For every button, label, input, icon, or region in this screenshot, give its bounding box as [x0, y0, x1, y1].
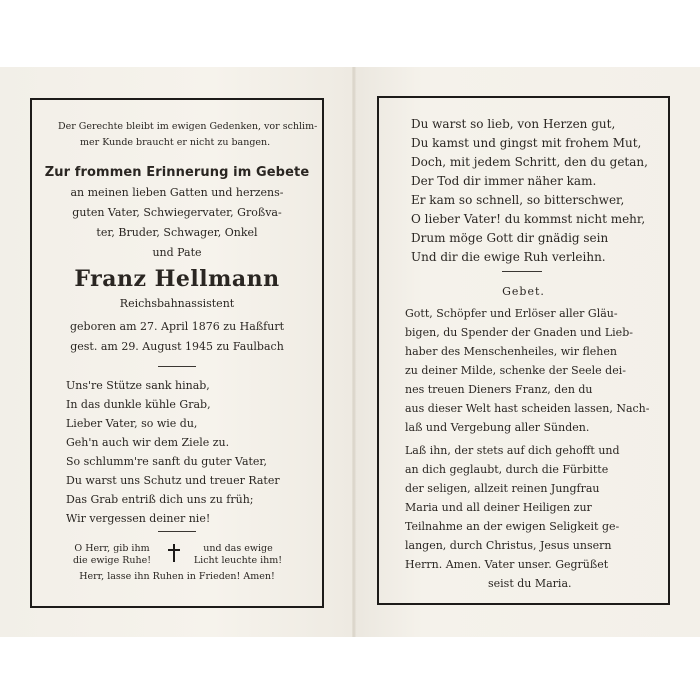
death-line: gest. am 29. August 1945 zu Faulbach — [70, 340, 284, 353]
heading: Zur frommen Erinnerung im Gebete — [44, 165, 310, 180]
poem-line: Das Grab entriß dich uns zu früh; — [66, 493, 254, 506]
dedication-line-2: guten Vater, Schwiegervater, Großva- — [72, 206, 282, 219]
prayer-text-line: zu deiner Milde, schenke der Seele dei- — [405, 364, 626, 377]
prayer-right-line-2: Licht leuchte ihm! — [193, 555, 283, 566]
prayer-text-line: der seligen, allzeit reinen Jungfrau — [405, 482, 600, 495]
dedication-line-4: und Pate — [152, 246, 202, 259]
prayer-text-line: Herrn. Amen. Vater unser. Gegrüßet — [405, 558, 609, 571]
prayer-text-line: aus dieser Welt hast scheiden lassen, Nach- — [405, 402, 650, 415]
dedication-line-1: an meinen lieben Gatten und herzens- — [70, 186, 284, 199]
prayer-text-line: Laß ihn, der stets auf dich gehofft und — [405, 444, 620, 457]
prayer-text-line: an dich geglaubt, durch die Fürbitte — [405, 463, 609, 476]
poem-line: Du warst uns Schutz und treuer Rater — [66, 474, 280, 487]
fold-crease — [352, 67, 356, 637]
poem-line: In das dunkle kühle Grab, — [66, 398, 211, 411]
poem-line: So schlumm're sanft du guter Vater, — [66, 455, 267, 468]
right-poem-line: Er kam so schnell, so bitterschwer, — [411, 193, 625, 207]
prayer-text-line: haber des Menschenheiles, wir flehen — [405, 345, 617, 358]
right-poem-line: O lieber Vater! du kommst nicht mehr, — [411, 212, 646, 226]
poem-line: Geh'n auch wir dem Ziele zu. — [66, 436, 230, 449]
right-poem-line: Du kamst und gingst mit frohem Mut, — [411, 136, 642, 150]
dedication-line-3: ter, Bruder, Schwager, Onkel — [96, 226, 258, 239]
poem-line: Uns're Stütze sank hinab, — [66, 379, 210, 392]
divider — [158, 531, 196, 532]
deceased-name: Franz Hellmann — [74, 266, 280, 292]
poem-line: Lieber Vater, so wie du, — [66, 417, 198, 430]
intro-line-1: Der Gerechte bleibt im ewigen Gedenken, vor schlim- — [58, 121, 318, 132]
prayer-right-line-1: und das ewige — [203, 543, 273, 554]
poem-line: Wir vergessen deiner nie! — [66, 512, 211, 525]
prayer-text-line: laß und Vergebung aller Sünden. — [405, 421, 590, 434]
prayer-text-line: Gott, Schöpfer und Erlöser aller Gläu- — [405, 307, 618, 320]
prayer-text-line: Maria und all deiner Heiligen zur — [405, 501, 592, 514]
right-poem-line: Drum möge Gott dir gnädig sein — [411, 231, 609, 245]
prayer-text-line: langen, durch Christus, Jesus unsern — [405, 539, 612, 552]
prayer-text-line: nes treuen Dieners Franz, den du — [405, 383, 593, 396]
right-poem-line: Du warst so lieb, von Herzen gut, — [411, 117, 616, 131]
right-poem-line: Und dir die ewige Ruh verleihn. — [411, 250, 606, 264]
right-poem-line: Doch, mit jedem Schritt, den du getan, — [411, 155, 648, 169]
prayer-left-line-2: die ewige Ruhe! — [72, 555, 152, 566]
prayer-left-line-1: O Herr, gib ihm — [74, 543, 150, 554]
divider — [502, 271, 542, 272]
prayer-text-line: seist du Maria. — [488, 577, 572, 590]
birth-line: geboren am 27. April 1876 zu Haßfurt — [69, 320, 285, 333]
prayer-text-line: bigen, du Spender der Gnaden und Lieb- — [405, 326, 633, 339]
right-poem-line: Der Tod dir immer näher kam. — [411, 174, 597, 188]
divider — [158, 366, 196, 367]
prayer-title: Gebet. — [502, 285, 545, 298]
prayer-text-line: Teilnahme an der ewigen Seligkeit ge- — [405, 520, 620, 533]
cross-icon — [167, 544, 181, 562]
occupation: Reichsbahnassistent — [119, 297, 235, 310]
prayer-bottom: Herr, lasse ihn Ruhen in Frieden! Amen! — [79, 571, 275, 582]
intro-line-2: mer Kunde braucht er nicht zu bangen. — [80, 137, 271, 148]
